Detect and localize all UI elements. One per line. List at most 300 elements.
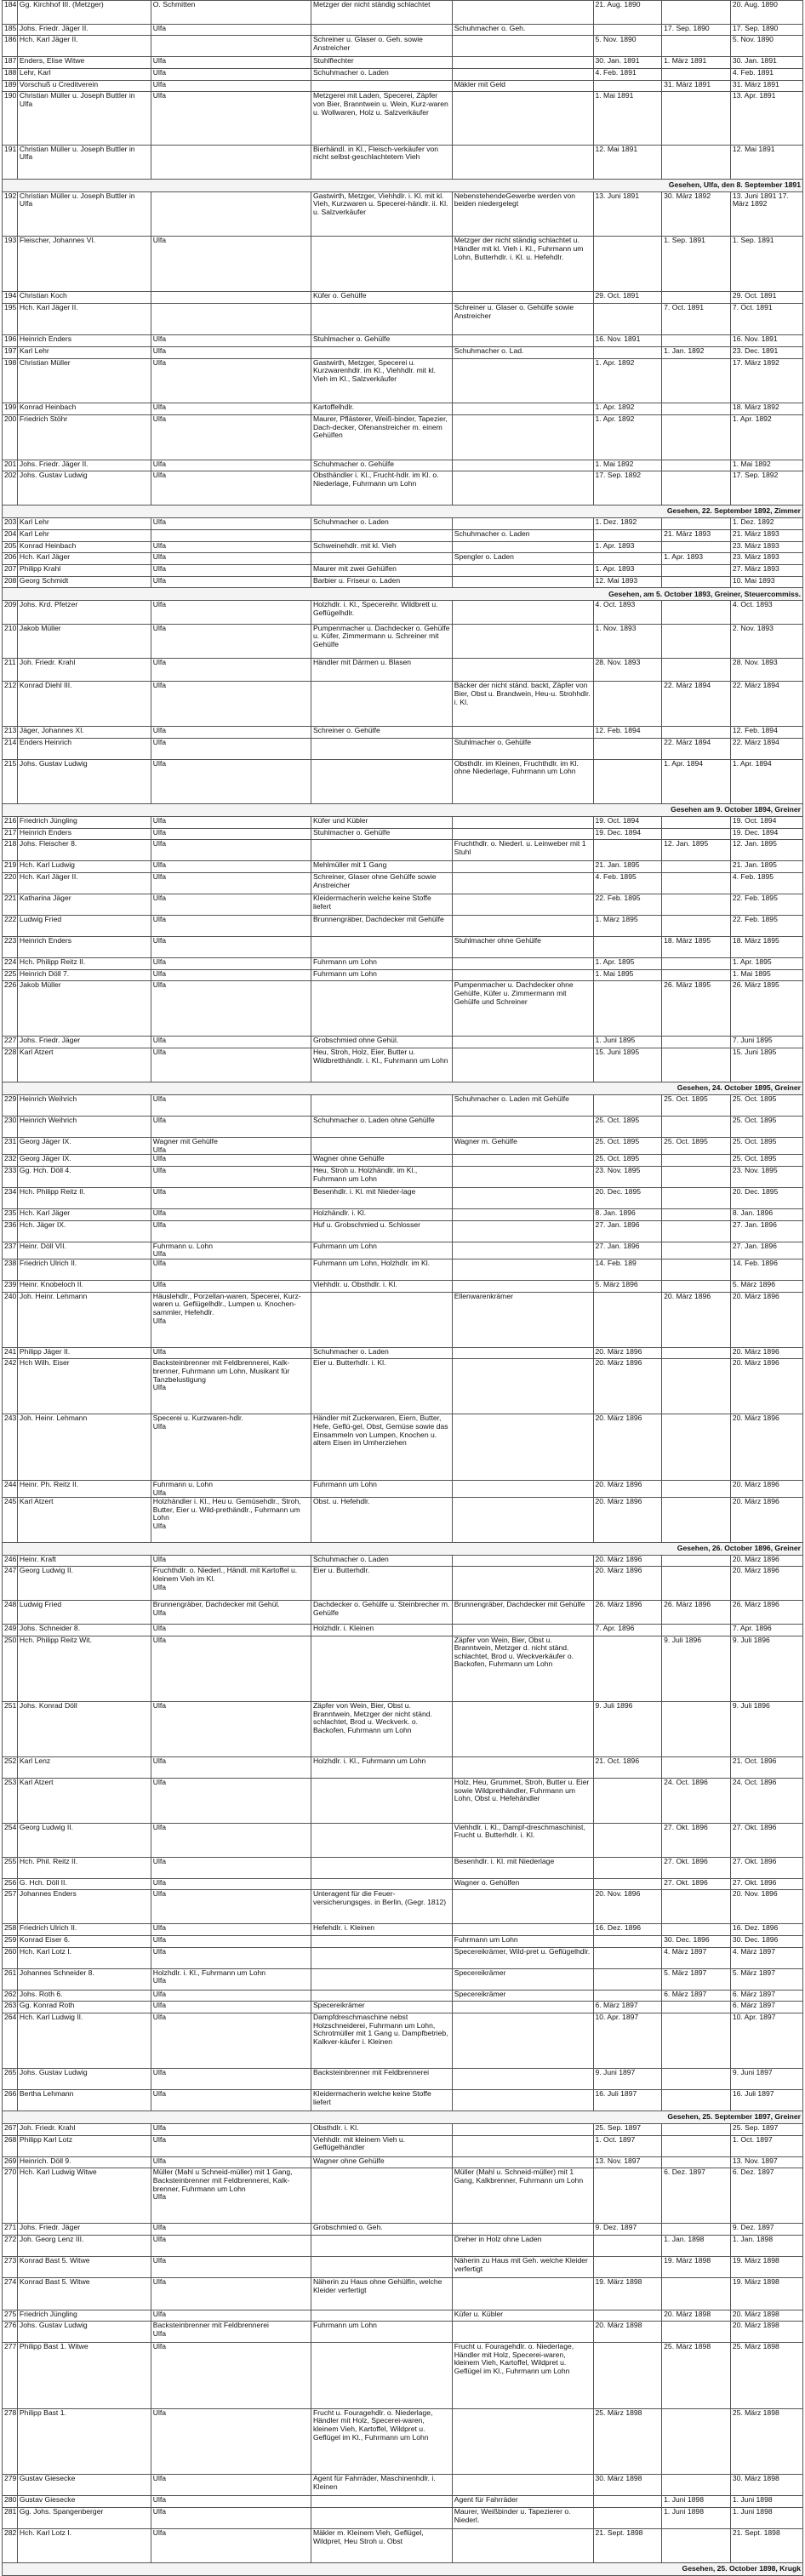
registration-date: 19. Dec. 1894 bbox=[593, 828, 662, 840]
entry-date: 27. Okt. 1896 bbox=[730, 1823, 802, 1857]
registration-date bbox=[593, 1095, 662, 1117]
place-cell bbox=[151, 403, 311, 415]
deregistration-date bbox=[662, 658, 731, 682]
person-name: Philipp Karl Lotz bbox=[17, 2135, 151, 2156]
entry-number: 266 bbox=[3, 2089, 18, 2110]
registered-trade: Schuhmacher o. Laden ohne Gehülfe bbox=[311, 1117, 452, 1138]
entry-number: 218 bbox=[3, 840, 18, 861]
deregistration-date bbox=[662, 541, 731, 553]
person-name: Konrad Heinbach bbox=[17, 541, 151, 553]
place-cell bbox=[151, 1188, 311, 1209]
place-cell bbox=[151, 2475, 311, 2496]
table-row bbox=[3, 460, 803, 471]
registered-trade: Küfer o. Gehülfe bbox=[311, 292, 452, 304]
entry-number: 241 bbox=[3, 1347, 18, 1359]
registration-date bbox=[593, 1968, 662, 1990]
table-row bbox=[3, 1624, 803, 1636]
deregistered-trade bbox=[452, 2278, 593, 2310]
deregistered-trade bbox=[452, 2224, 593, 2236]
entry-number: 215 bbox=[3, 759, 18, 804]
registered-trade: Eier u. Butterhdlr. i. Kl. bbox=[311, 1359, 452, 1414]
entry-number: 211 bbox=[3, 658, 18, 682]
person-name: Georg Ludwig II. bbox=[17, 1823, 151, 1857]
registration-date: 30. März 1898 bbox=[593, 2475, 662, 2496]
entry-date: 5. Nov. 1890 bbox=[730, 36, 802, 57]
entry-number: 257 bbox=[3, 1890, 18, 1924]
table-row bbox=[3, 937, 803, 958]
entry-number: 273 bbox=[3, 2257, 18, 2278]
place-name: Ulfa bbox=[152, 957, 167, 967]
deregistered-trade bbox=[452, 817, 593, 829]
registered-trade: Fuhrmann um Lohn bbox=[311, 969, 452, 981]
deregistration-date bbox=[662, 1048, 731, 1082]
person-name: Konrad Heinbach bbox=[17, 403, 151, 415]
entry-number: 220 bbox=[3, 873, 18, 894]
entry-date: 25. März 1898 bbox=[730, 2343, 802, 2409]
registration-date bbox=[593, 303, 662, 335]
registration-date bbox=[593, 1990, 662, 2002]
registration-date: 17. Sep. 1892 bbox=[593, 471, 662, 505]
inspection-note: Gesehen, 25. October 1898, Krugk bbox=[3, 2562, 803, 2575]
table-row bbox=[3, 1155, 803, 1167]
deregistered-trade bbox=[452, 1480, 593, 1497]
person-name: Hch. Karl Ludwig bbox=[17, 861, 151, 873]
table-row bbox=[3, 80, 803, 92]
entry-date: 24. Oct. 1896 bbox=[730, 1779, 802, 1824]
registration-date: 4. Feb. 1891 bbox=[593, 68, 662, 80]
entry-number: 219 bbox=[3, 861, 18, 873]
registered-trade bbox=[311, 1823, 452, 1857]
entry-date: 22. März 1894 bbox=[730, 682, 802, 727]
place-cell bbox=[151, 2507, 311, 2528]
person-name: Johs. Friedr. Jäger bbox=[17, 2224, 151, 2236]
entry-date: 18. März 1892 bbox=[730, 403, 802, 415]
registered-trade: Viehhdlr. u. Obsthdlr. i. Kl. bbox=[311, 1281, 452, 1293]
place-name: Ulfa bbox=[152, 1923, 167, 1933]
table-row bbox=[3, 2343, 803, 2409]
table-row bbox=[3, 1935, 803, 1947]
registered-trade bbox=[311, 2310, 452, 2322]
entry-date: 23. März 1893 bbox=[730, 541, 802, 553]
entry-date: 15. Juni 1895 bbox=[730, 1048, 802, 1082]
deregistration-date bbox=[662, 2013, 731, 2068]
place-cell bbox=[151, 2236, 311, 2257]
deregistration-date bbox=[662, 92, 731, 146]
place-cell bbox=[151, 2156, 311, 2168]
table-row bbox=[3, 726, 803, 738]
registered-trade bbox=[311, 937, 452, 958]
entry-date: 20. Dec. 1895 bbox=[730, 1188, 802, 1209]
entry-number: 249 bbox=[3, 1624, 18, 1636]
entry-date: 20. März 1896 bbox=[730, 1555, 802, 1567]
table-row bbox=[3, 624, 803, 658]
registration-date: 1. Oct. 1897 bbox=[593, 2135, 662, 2156]
person-name: Jäger, Johannes XI. bbox=[17, 726, 151, 738]
deregistration-date bbox=[662, 2224, 731, 2236]
entry-number: 228 bbox=[3, 1048, 18, 1082]
registered-trade: Wagner ohne Gehülfe bbox=[311, 2156, 452, 2168]
person-name: Hch. Karl Jäger bbox=[17, 1209, 151, 1221]
deregistration-date bbox=[662, 576, 731, 588]
deregistered-trade: Fruchthdlr. o. Niederl. u. Leinweber mit 1 Stuhl bbox=[452, 840, 593, 861]
person-name: Johannes Schneider 8. bbox=[17, 1968, 151, 1990]
entry-number: 259 bbox=[3, 1935, 18, 1947]
place-text: Fuhrmann u. Lohn bbox=[152, 1480, 213, 1488]
deregistration-date bbox=[662, 1890, 731, 1924]
place-cell bbox=[151, 347, 311, 359]
place-cell bbox=[151, 1155, 311, 1167]
entry-number: 230 bbox=[3, 1117, 18, 1138]
registration-date: 4. Oct. 1893 bbox=[593, 601, 662, 625]
deregistration-date: 9. Juli 1896 bbox=[662, 1636, 731, 1702]
deregistration-date bbox=[662, 601, 731, 625]
registered-trade: Fuhrmann um Lohn, Holzhdlr. im Kl. bbox=[311, 1259, 452, 1281]
entry-number: 245 bbox=[3, 1498, 18, 1543]
deregistered-trade bbox=[452, 916, 593, 937]
deregistered-trade bbox=[452, 1220, 593, 1242]
registered-trade: Händler mit Zuckerwaren, Eiern, Butter, Hefe, Geflü-gel, Obst, Gemüse sowie das Einsammeln von Lumpen, Knochen u. altem Eisen im Umherziehen bbox=[311, 1414, 452, 1481]
entry-date: 17. Sep. 1892 bbox=[730, 471, 802, 505]
person-name: Gustav Giesecke bbox=[17, 2496, 151, 2508]
registered-trade bbox=[311, 682, 452, 727]
registered-trade: Pumpenmacher u. Dachdecker o. Gehülfe u. Küfer, Zimmermann u. Schreiner mit Gehülfe bbox=[311, 624, 452, 658]
entry-number: 267 bbox=[3, 2123, 18, 2135]
place-cell bbox=[151, 969, 311, 981]
deregistered-trade bbox=[452, 2002, 593, 2013]
registration-date: 1. Apr. 1892 bbox=[593, 403, 662, 415]
table-row bbox=[3, 1167, 803, 1188]
deregistration-date bbox=[662, 1117, 731, 1138]
entry-date: 22. Feb. 1895 bbox=[730, 894, 802, 916]
registration-date: 13. Nov. 1897 bbox=[593, 2156, 662, 2168]
entry-number: 280 bbox=[3, 2496, 18, 2508]
deregistered-trade: Schuhmacher o. Geh. bbox=[452, 24, 593, 36]
person-name: Hch. Karl Jäger bbox=[17, 553, 151, 565]
table-row bbox=[3, 335, 803, 347]
entry-number: 207 bbox=[3, 564, 18, 576]
entry-number: 223 bbox=[3, 937, 18, 958]
registration-date bbox=[593, 682, 662, 727]
place-cell bbox=[151, 1601, 311, 1625]
entry-date: 1. Juni 1898 bbox=[730, 2496, 802, 2508]
entry-number: 253 bbox=[3, 1779, 18, 1824]
entry-number: 247 bbox=[3, 1567, 18, 1601]
place-cell bbox=[151, 2089, 311, 2110]
place-cell bbox=[151, 68, 311, 80]
table-row bbox=[3, 1095, 803, 1117]
registration-date: 20. März 1896 bbox=[593, 1498, 662, 1543]
table-row bbox=[3, 958, 803, 970]
table-row bbox=[3, 817, 803, 829]
deregistered-trade: NebenstehendeGewerbe werden von beiden niedergelegt bbox=[452, 191, 593, 237]
person-name: Johs. Roth 6. bbox=[17, 1990, 151, 2002]
registered-trade: Besenhdlr. i. Kl. mit Nieder-lage bbox=[311, 1188, 452, 1209]
table-row bbox=[3, 2507, 803, 2528]
place-cell bbox=[151, 1037, 311, 1048]
entry-date: 4. Oct. 1893 bbox=[730, 601, 802, 625]
table-row bbox=[3, 2257, 803, 2278]
registration-date: 16. Dez. 1896 bbox=[593, 1924, 662, 1936]
entry-number: 278 bbox=[3, 2408, 18, 2475]
person-name: Christian Müller u. Joseph Buttler in Ulfa bbox=[17, 191, 151, 237]
registered-trade: Barbier u. Friseur o. Laden bbox=[311, 576, 452, 588]
person-name: Joh. Friedr. Krahl bbox=[17, 658, 151, 682]
deregistration-date bbox=[662, 1220, 731, 1242]
deregistration-date: 19. März 1898 bbox=[662, 2257, 731, 2278]
person-name: Karl Lehr bbox=[17, 347, 151, 359]
deregistration-date: 25. Oct. 1895 bbox=[662, 1095, 731, 1117]
entry-number: 242 bbox=[3, 1359, 18, 1414]
deregistration-date: 1. Apr. 1893 bbox=[662, 553, 731, 565]
table-row bbox=[3, 1480, 803, 1497]
table-row bbox=[3, 347, 803, 359]
person-name: Konrad Bast 5. Witwe bbox=[17, 2278, 151, 2310]
place-name: Ulfa bbox=[152, 1878, 167, 1887]
registered-trade: Kartoffelhdlr. bbox=[311, 403, 452, 415]
person-name: Heinr. Ph. Reitz II. bbox=[17, 1480, 151, 1497]
registration-date: 4. Feb. 1895 bbox=[593, 873, 662, 894]
deregistration-date: 17. Sep. 1890 bbox=[662, 24, 731, 36]
registered-trade: Zäpfer von Wein, Bier, Obst u. Branntwein, Metzger der nicht ständ. schlachtet, Brod u. Weckverk. o. Backofen, Fuhrmann um Lohn bbox=[311, 1702, 452, 1757]
place-cell bbox=[151, 682, 311, 727]
person-name: Hch. Philipp Reitz II. bbox=[17, 1188, 151, 1209]
registration-date bbox=[593, 237, 662, 292]
table-row bbox=[3, 2528, 803, 2562]
deregistration-date bbox=[662, 292, 731, 304]
person-name: Joh. Friedr. Krahl bbox=[17, 2123, 151, 2135]
table-row bbox=[3, 2278, 803, 2310]
entry-date: 21. Oct. 1896 bbox=[730, 1757, 802, 1779]
registered-trade: Stuhlmacher o. Gehülfe bbox=[311, 828, 452, 840]
person-name: Johs. Fleischer 8. bbox=[17, 840, 151, 861]
registered-trade: Unteragent für die Feuer-versicherungsges. in Berlin, (Gegr. 1812) bbox=[311, 1890, 452, 1924]
place-cell bbox=[151, 2068, 311, 2089]
person-name: Fleischer, Johannes VI. bbox=[17, 237, 151, 292]
deregistration-date: 26. März 1895 bbox=[662, 981, 731, 1037]
deregistration-date bbox=[662, 518, 731, 530]
entry-date: 23. Dec. 1891 bbox=[730, 347, 802, 359]
registered-trade: Obsthdlr. i. Kl. bbox=[311, 2123, 452, 2135]
place-name: Ulfa bbox=[152, 1094, 167, 1104]
entry-number: 265 bbox=[3, 2068, 18, 2089]
person-name: Philipp Jäger II. bbox=[17, 1347, 151, 1359]
registration-date: 1. Apr. 1893 bbox=[593, 564, 662, 576]
deregistered-trade bbox=[452, 2123, 593, 2135]
entry-date: 5. März 1897 bbox=[730, 1968, 802, 1990]
table-row bbox=[3, 57, 803, 69]
entry-number: 191 bbox=[3, 145, 18, 179]
deregistered-trade bbox=[452, 92, 593, 146]
entry-date: 10. Mai 1893 bbox=[730, 576, 802, 588]
entry-date: 25. Oct. 1895 bbox=[730, 1138, 802, 1155]
registration-date: 25. Oct. 1895 bbox=[593, 1155, 662, 1167]
table-row bbox=[3, 1281, 803, 1293]
entry-number: 195 bbox=[3, 303, 18, 335]
place-text: Wagner mit Gehülfe bbox=[152, 1137, 218, 1146]
table-row bbox=[3, 576, 803, 588]
entry-date: 21. Sept. 1898 bbox=[730, 2528, 802, 2562]
place-name: Ulfa bbox=[152, 2310, 167, 2318]
registered-trade: Viehhdlr. mit kleinem Vieh u. Geflügelhändler bbox=[311, 2135, 452, 2156]
entry-date: 20. März 1896 bbox=[730, 1359, 802, 1414]
registration-date bbox=[593, 2236, 662, 2257]
table-row bbox=[3, 2013, 803, 2068]
person-name: Karl Atzert bbox=[17, 1779, 151, 1824]
deregistration-date bbox=[662, 1414, 731, 1481]
entry-date: 20. Aug. 1890 bbox=[730, 1, 802, 25]
registered-trade: Holzhdlr. i. Kleinen bbox=[311, 1624, 452, 1636]
place-cell bbox=[151, 1242, 311, 1259]
registered-trade bbox=[311, 981, 452, 1037]
place-text: Backsteinbrenner mit Feldbrennerei, Kalk-brenner, Fuhrmann um Lohn, Musikant für Tanzbelustigung bbox=[152, 1358, 290, 1384]
registered-trade: Specereikrämer bbox=[311, 2002, 452, 2013]
deregistration-date: 20. März 1898 bbox=[662, 2310, 731, 2322]
place-cell bbox=[151, 1990, 311, 2002]
place-name: Ulfa bbox=[152, 2089, 167, 2098]
entry-date: 26. März 1896 bbox=[730, 1601, 802, 1625]
place-name: Ulfa bbox=[152, 1608, 167, 1617]
registered-trade: Heu, Stroh u. Holzhändlr. im Kl., Fuhrmann um Lohn bbox=[311, 1167, 452, 1188]
deregistration-date: 1. Juni 1898 bbox=[662, 2496, 731, 2508]
deregistered-trade bbox=[452, 1242, 593, 1259]
place-name: Ulfa bbox=[152, 517, 167, 527]
entry-number: 226 bbox=[3, 981, 18, 1037]
table-row bbox=[3, 1138, 803, 1155]
deregistered-trade bbox=[452, 68, 593, 80]
deregistered-trade bbox=[452, 36, 593, 57]
registered-trade: Holzhändlr. i. Kl. bbox=[311, 1209, 452, 1221]
place-cell bbox=[151, 1823, 311, 1857]
registration-date: 20. März 1896 bbox=[593, 1347, 662, 1359]
deregistration-date: 1. Juni 1898 bbox=[662, 2507, 731, 2528]
table-row bbox=[3, 403, 803, 415]
registered-trade: Maurer, Pflästerer, Weiß-binder, Tapezier, Dach-decker, Ofenanstreicher m. einem Gehülfen bbox=[311, 415, 452, 460]
entry-date: 7. Juni 1895 bbox=[730, 1037, 802, 1048]
entry-date: 1. Juni 1898 bbox=[730, 2507, 802, 2528]
place-cell bbox=[151, 840, 311, 861]
registration-date bbox=[593, 24, 662, 36]
entry-date: 14. Feb. 1896 bbox=[730, 1259, 802, 1281]
deregistration-date: 27. Okt. 1896 bbox=[662, 1823, 731, 1857]
deregistered-trade: Stuhlmacher o. Gehülfe bbox=[452, 738, 593, 759]
place-cell bbox=[151, 303, 311, 335]
entry-date: 20. März 1896 bbox=[730, 1498, 802, 1543]
table-row bbox=[3, 1567, 803, 1601]
registered-trade: Schuhmacher o. Laden bbox=[311, 68, 452, 80]
registration-date: 29. Oct. 1891 bbox=[593, 292, 662, 304]
person-name: Hch. Karl Jäger II. bbox=[17, 36, 151, 57]
registration-date: 1. Apr. 1892 bbox=[593, 358, 662, 403]
deregistered-trade bbox=[452, 2408, 593, 2475]
entry-number: 233 bbox=[3, 1167, 18, 1188]
deregistered-trade bbox=[452, 601, 593, 625]
deregistration-date bbox=[662, 1555, 731, 1567]
place-name: Ulfa bbox=[152, 236, 167, 245]
entry-number: 232 bbox=[3, 1155, 18, 1167]
registered-trade bbox=[311, 237, 452, 292]
entry-number: 209 bbox=[3, 601, 18, 625]
registration-date: 6. März 1897 bbox=[593, 2002, 662, 2013]
registration-date bbox=[593, 937, 662, 958]
person-name: Ludwig Fried bbox=[17, 916, 151, 937]
table-row bbox=[3, 1947, 803, 1968]
entry-number: 231 bbox=[3, 1138, 18, 1155]
table-row bbox=[3, 1209, 803, 1221]
entry-date: 9. Juli 1896 bbox=[730, 1702, 802, 1757]
place-cell bbox=[151, 460, 311, 471]
table-row bbox=[3, 2496, 803, 2508]
place-cell bbox=[151, 1857, 311, 1878]
entry-date: 20. März 1896 bbox=[730, 1567, 802, 1601]
place-cell bbox=[151, 1117, 311, 1138]
entry-number: 199 bbox=[3, 403, 18, 415]
entry-date: 28. Nov. 1893 bbox=[730, 658, 802, 682]
deregistration-date: 4. März 1897 bbox=[662, 1947, 731, 1968]
table-row bbox=[3, 658, 803, 682]
table-row bbox=[3, 1890, 803, 1924]
deregistration-date: 18. März 1895 bbox=[662, 937, 731, 958]
entry-date: 20. März 1896 bbox=[730, 1480, 802, 1497]
place-text: Müller (Mahl u Schneid-müller) mit 1 Gang, Backsteinbrenner mit Feldbrennerei, Kalk-brenner, Fuhrmann um Lohn bbox=[152, 2168, 293, 2193]
place-name: Ulfa bbox=[152, 1778, 167, 1786]
place-text: Holzhändler i. Kl., Heu u. Gemüsehdlr., Stroh, Butter, Eier u. Wild-prethändlr., Fuhrmann um Lohn bbox=[152, 1497, 301, 1522]
place-cell bbox=[151, 564, 311, 576]
table-row bbox=[3, 303, 803, 335]
registration-date: 21. Sept. 1898 bbox=[593, 2528, 662, 2562]
entry-date: 20. Nov. 1896 bbox=[730, 1890, 802, 1924]
deregistration-date: 31. März 1891 bbox=[662, 80, 731, 92]
place-name: Ulfa bbox=[152, 969, 167, 978]
person-name: Johs. Gustav Ludwig bbox=[17, 471, 151, 505]
deregistered-trade bbox=[452, 894, 593, 916]
registration-date bbox=[593, 347, 662, 359]
registered-trade bbox=[311, 840, 452, 861]
entry-number: 248 bbox=[3, 1601, 18, 1625]
deregistration-date bbox=[662, 624, 731, 658]
entry-number: 198 bbox=[3, 358, 18, 403]
deregistered-trade: Frucht u. Fouragehdlr. o. Niederlage, Händler mit Holz, Specerei-waren, kleinem Vieh, Kartoffel, Wildpret u. Geflügel im Kl., Fuhrmann um Lohn bbox=[452, 2343, 593, 2409]
entry-date: 9. Juni 1897 bbox=[730, 2068, 802, 2089]
registration-date: 25. März 1898 bbox=[593, 2408, 662, 2475]
deregistered-trade bbox=[452, 2089, 593, 2110]
place-name: Ulfa bbox=[152, 91, 167, 100]
place-cell bbox=[151, 1480, 311, 1497]
entry-date: 20. März 1898 bbox=[730, 2310, 802, 2322]
deregistration-date: 1. Jan. 1898 bbox=[662, 2236, 731, 2257]
entry-date: 10. Apr. 1897 bbox=[730, 2013, 802, 2068]
entry-date: 27. März 1893 bbox=[730, 564, 802, 576]
place-cell bbox=[151, 24, 311, 36]
entry-number: 216 bbox=[3, 817, 18, 829]
deregistered-trade bbox=[452, 1702, 593, 1757]
place-cell bbox=[151, 36, 311, 57]
place-cell bbox=[151, 145, 311, 179]
entry-number: 224 bbox=[3, 958, 18, 970]
deregistration-date bbox=[662, 2123, 731, 2135]
inspection-note: Gesehen, am 5. October 1893, Greiner, Steuercommiss. bbox=[3, 588, 803, 601]
deregistration-date bbox=[662, 2068, 731, 2089]
deregistered-trade bbox=[452, 1048, 593, 1082]
deregistration-date bbox=[662, 1281, 731, 1293]
place-text: Häuslehdlr., Porzellan-waren, Specerei, Kurz-waren u. Geflügelhdlr., Lumpen u. Knochen-sammler, Hefehdlr. bbox=[152, 1292, 301, 1317]
deregistered-trade bbox=[452, 2068, 593, 2089]
person-name: Karl Lehr bbox=[17, 518, 151, 530]
place-cell bbox=[151, 2135, 311, 2156]
table-row bbox=[3, 541, 803, 553]
deregistration-date bbox=[662, 861, 731, 873]
entry-date: 1. Oct. 1897 bbox=[730, 2135, 802, 2156]
registered-trade: Schreiner, Glaser ohne Gehülfe sowie Anstreicher bbox=[311, 873, 452, 894]
